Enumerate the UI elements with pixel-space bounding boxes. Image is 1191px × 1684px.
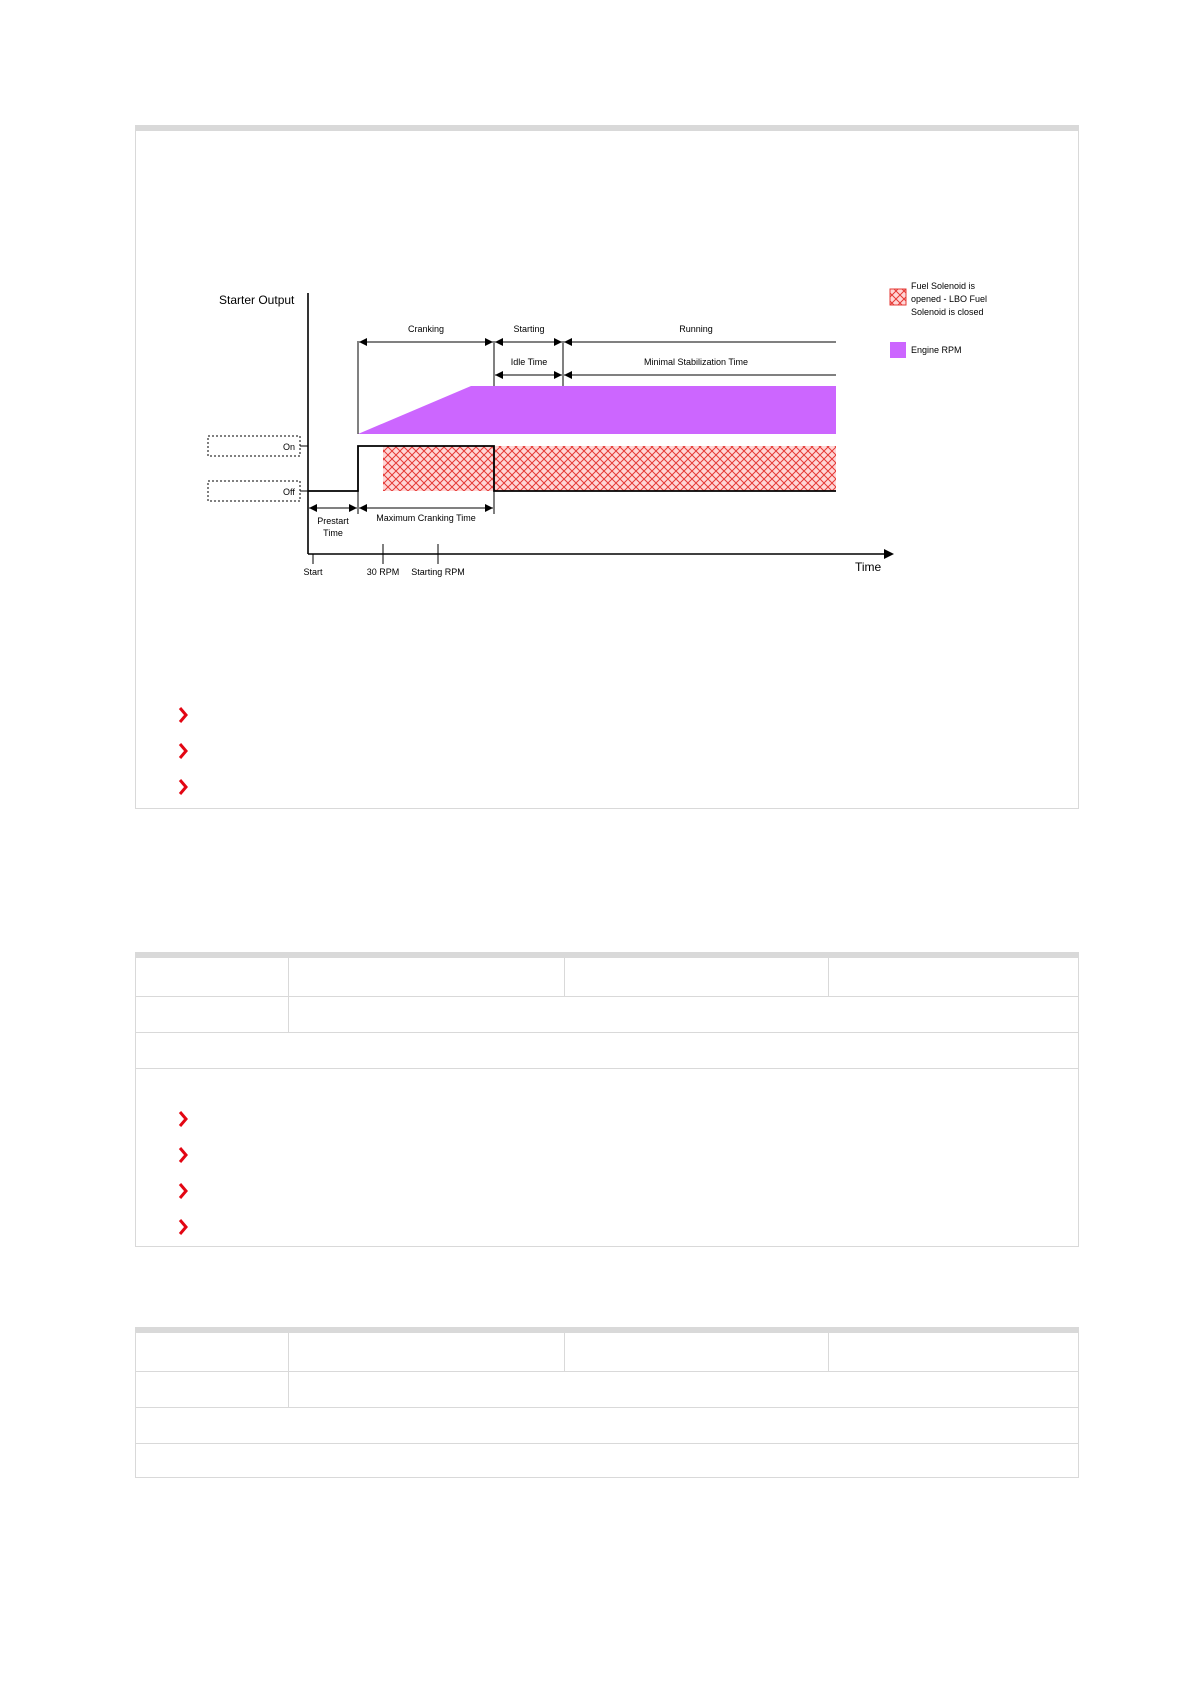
bullet-icon (176, 706, 190, 724)
x-axis-label: Time (855, 560, 882, 574)
prestart-time-label-line1: Prestart (317, 516, 349, 526)
bullet-icon (176, 1182, 190, 1200)
bullet-icon (176, 742, 190, 760)
x-axis-arrowhead (884, 549, 894, 559)
cranking-label: Cranking (407, 324, 445, 334)
legend-fuel-line2: opened - LBO Fuel (911, 294, 988, 304)
diagram-panel (135, 125, 1079, 809)
table-row (136, 1372, 1078, 1408)
legend-rpm-label: Engine RPM (911, 345, 962, 355)
off-level-label: Off (283, 487, 295, 497)
fuel-solenoid-area (383, 446, 836, 491)
bullet-icon (176, 1218, 190, 1236)
table-row (136, 1033, 1078, 1069)
engine-rpm-area (358, 386, 836, 434)
starter-timing-diagram (136, 131, 1078, 691)
on-level-label: On (283, 442, 296, 452)
y-axis-label: Starter Output (219, 293, 295, 307)
table-row (136, 958, 1078, 997)
tick-start: Start (303, 567, 323, 577)
table-row (136, 997, 1078, 1033)
bullet-icon (176, 1146, 190, 1164)
tick-starting-rpm: Starting RPM (411, 567, 465, 577)
table-row (136, 1333, 1078, 1372)
legend-fuel-line1: Fuel Solenoid is (911, 281, 976, 291)
min-stab-time-label: Minimal Stabilization Time (643, 357, 749, 367)
legend-fuel-line3: Solenoid is closed (911, 307, 984, 317)
max-cranking-time-label: Maximum Cranking Time (376, 513, 476, 523)
tick-30-rpm: 30 RPM (366, 567, 400, 577)
legend-fuel-swatch (890, 289, 906, 305)
table-row (136, 1408, 1078, 1444)
setpoint-table-1 (135, 952, 1079, 1247)
legend-rpm-swatch (890, 342, 906, 358)
starting-label: Starting (513, 324, 545, 334)
prestart-time-label-line2: Time (323, 528, 343, 538)
running-label: Running (679, 324, 713, 334)
setpoint-table-2 (135, 1327, 1079, 1478)
bullet-icon (176, 1110, 190, 1128)
bullet-icon (176, 778, 190, 796)
idle-time-label: Idle Time (510, 357, 548, 367)
